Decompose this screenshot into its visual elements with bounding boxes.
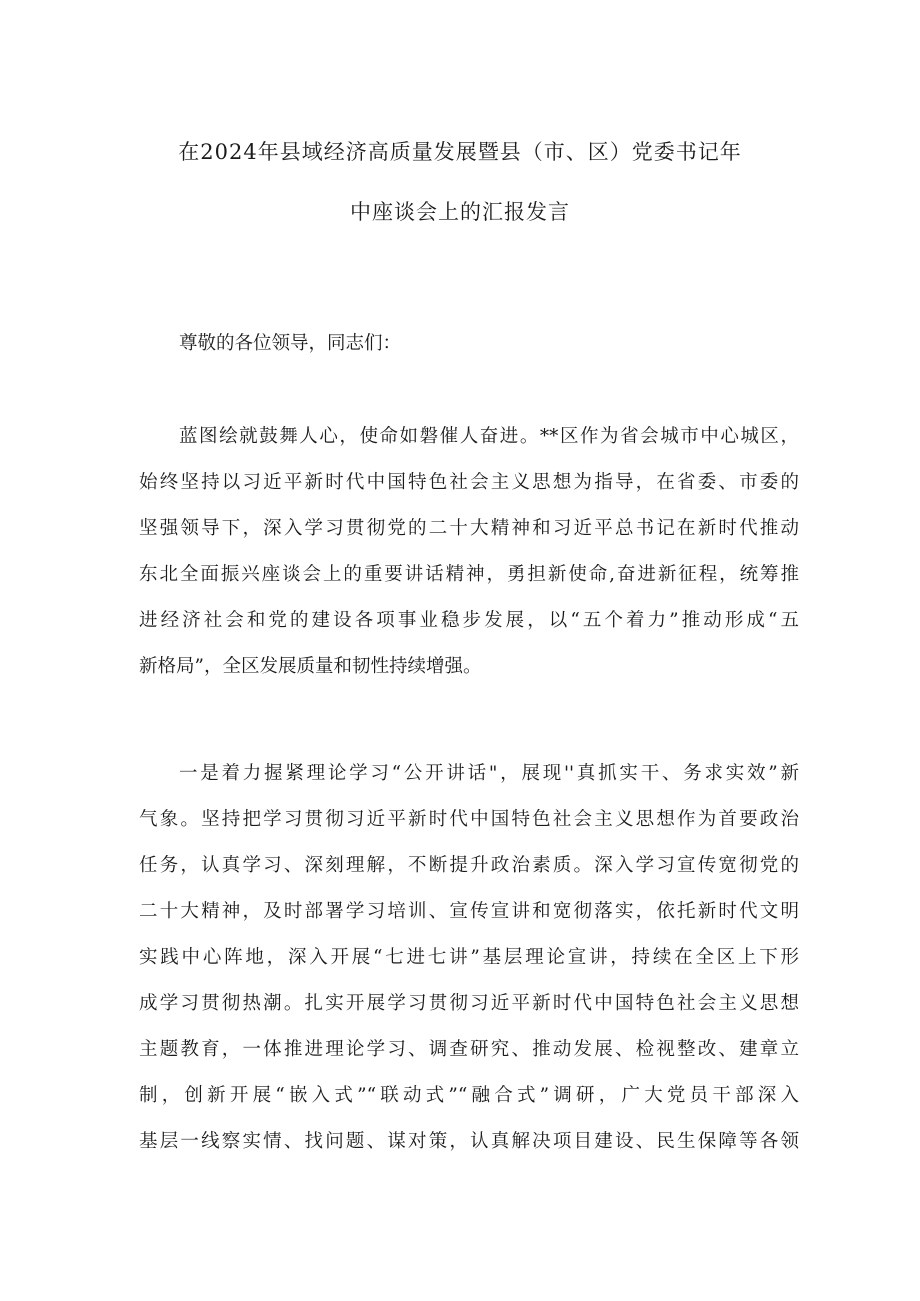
paragraph-2-line: 任务，认真学习、深刻理解，不断提升政治素质。深入学习宣传宽彻党的: [139, 855, 799, 876]
paragraph-1-line: 始终坚持以习近平新时代中国特色社会主义思想为指导，在省委、市委的: [139, 472, 799, 493]
paragraph-2-line: 实践中心阵地，深入开展“七进七讲”基层理论宣讲，持续在全区上下形: [139, 947, 799, 968]
paragraph-2-line: 二十大精神，及时部署学习培训、宣传宣讲和宽彻落实，依托新时代文明: [139, 901, 799, 922]
paragraph-2-line: 成学习贯彻热潮。扎实开展学习贯彻习近平新时代中国特色社会主义思想: [139, 993, 799, 1014]
paragraph-1-line: 蓝图绘就鼓舞人心，使命如磐催人奋进。**区作为省会城市中心城区，: [179, 426, 799, 447]
document-title-line-2: 中座谈会上的汇报发言: [350, 200, 570, 224]
paragraph-2-line: 基层一线察实情、找问题、谋对策，认真解决项目建设、民生保障等各领: [139, 1131, 799, 1152]
paragraph-2-line: 一是着力握紧理论学习“公开讲话"，展现''真抓实干、务求实效”新: [179, 763, 799, 784]
paragraph-2-line: 主题教育，一体推进理论学习、调查研究、推动发展、检视整改、建章立: [139, 1039, 799, 1060]
paragraph-2-line: 制，创新开展“嵌入式”“联动式”“融合式”调研，广大党员干部深入: [139, 1085, 799, 1106]
greeting: 尊敬的各位领导，同志们：: [179, 333, 402, 354]
paragraph-2-line: 气象。坚持把学习贯彻习近平新时代中国特色社会主义思想作为首要政治: [139, 809, 799, 830]
paragraph-1-line: 进经济社会和党的建设各项事业稳步发展，以“五个着力”推动形成“五: [139, 610, 799, 631]
paragraph-1-line: 东北全面振兴座谈会上的重要讲话精神，勇担新使命,奋进新征程，统筹推: [139, 564, 799, 585]
paragraph-1-line: 新格局”，全区发展质量和韧性持续增强。: [139, 656, 482, 677]
document-title-line-1: 在2024年县域经济高质量发展暨县（市、区）党委书记年: [178, 140, 742, 164]
paragraph-1-line: 坚强领导下，深入学习贯彻党的二十大精神和习近平总书记在新时代推动: [139, 518, 799, 539]
